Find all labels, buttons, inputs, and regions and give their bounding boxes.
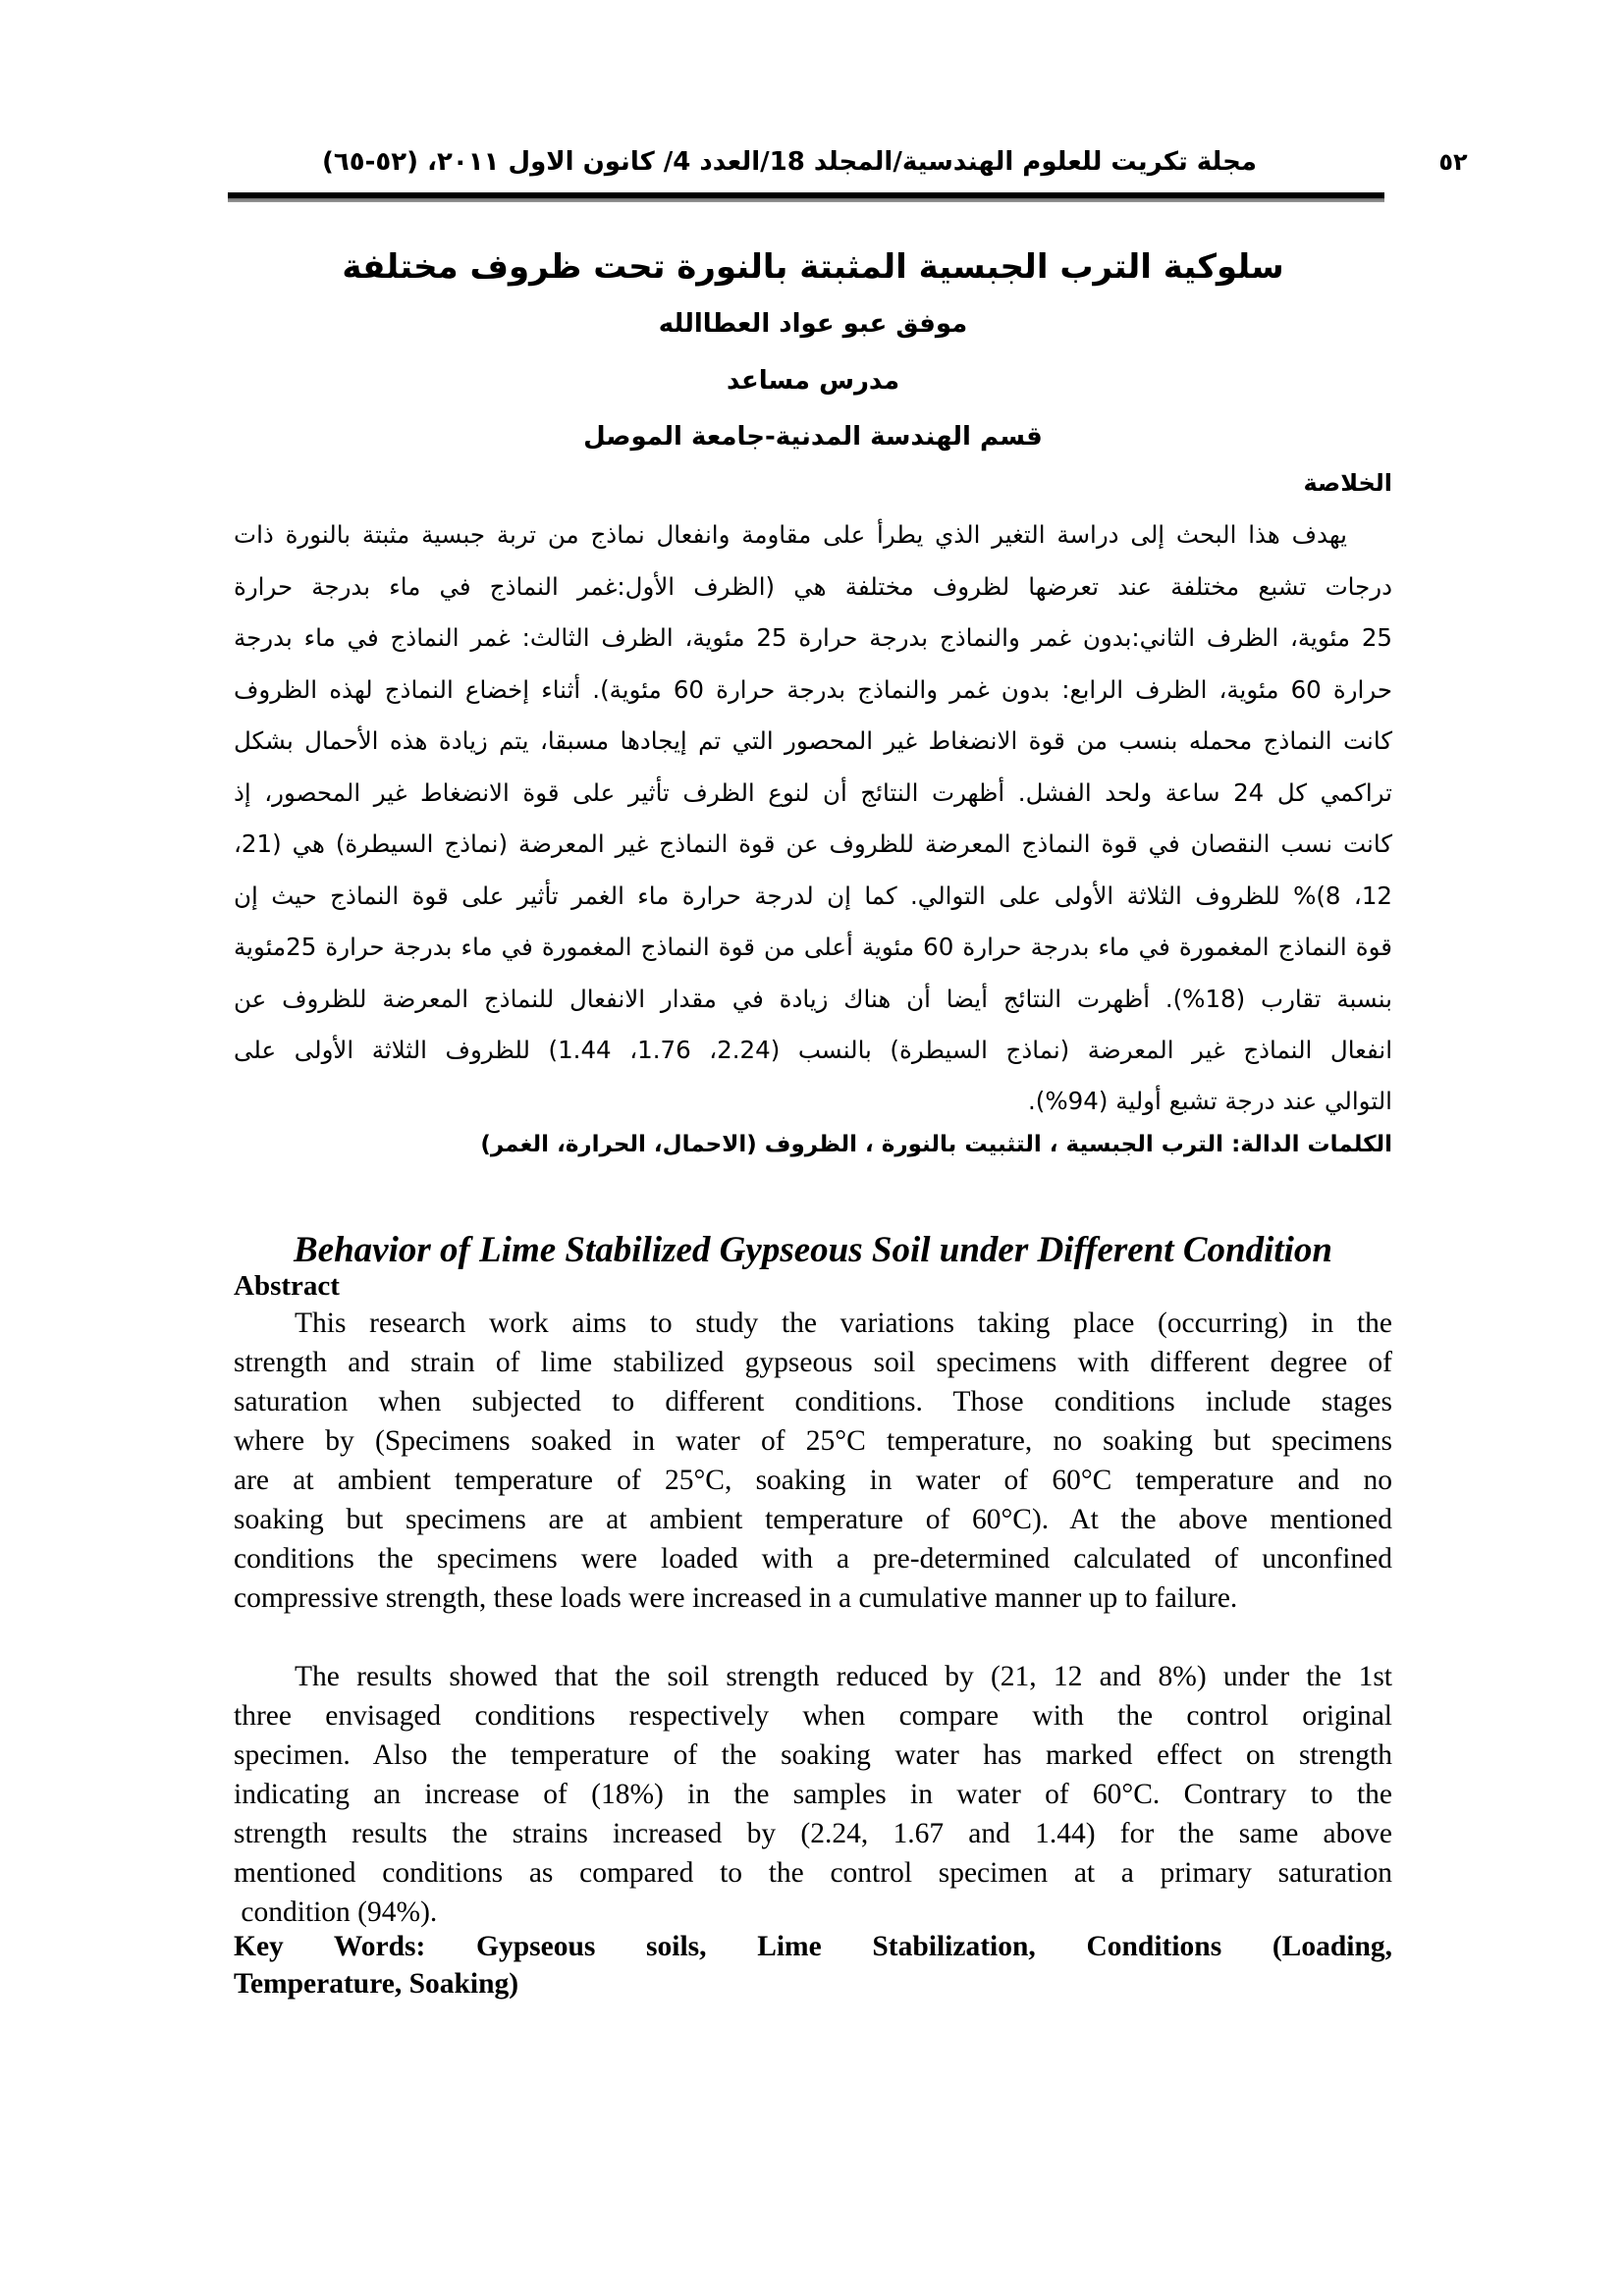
arabic-abstract-heading: الخلاصة: [1303, 469, 1392, 497]
english-abstract-line: where by (Specimens soaked in water of 25°C temperature, no soaking but specimens: [234, 1425, 1392, 1457]
english-abstract-line: saturation when subjected to different conditions. Those conditions include stages: [234, 1386, 1392, 1417]
arabic-abstract-line: بنسبة تقارب (18%). أظهرت النتائج أيضا أن هناك زيادة في مقدار الانفعال للنماذج المعرضة للظروف عن: [234, 985, 1392, 1013]
english-abstract-line: strength results the strains increased by (2.24, 1.67 and 1.44) for the same above: [234, 1818, 1392, 1849]
english-abstract-line: conditions the specimens were loaded with a pre-determined calculated of unconfined: [234, 1543, 1392, 1575]
arabic-abstract-line: 25 مئوية، الظرف الثاني:بدون غمر والنماذج بدرجة حرارة 25 مئوية، الظرف الثالث: غمر النماذج في ماء بدرجة: [234, 623, 1392, 652]
arabic-abstract-line: انفعال النماذج غير المعرضة (نماذج السيطرة) بالنسب (2.24، 1.76، 1.44) للظروف الثلاثة الأولى على: [234, 1036, 1393, 1064]
english-abstract-line: strength and strain of lime stabilized gypseous soil specimens with different degree of: [234, 1347, 1392, 1378]
arabic-abstract-line: قوة النماذج المغمورة في ماء بدرجة حرارة 60 مئوية أعلى من قوة النماذج المغمورة في ماء بدرجة حرارة 25مئوية: [234, 933, 1392, 961]
arabic-keywords: الكلمات الدالة: الترب الجبسية ، التثبيت بالنورة ، الظروف (الاحمال، الحرارة، الغمر): [480, 1132, 1392, 1157]
english-title: Behavior of Lime Stabilized Gypseous Soil under Different Condition: [293, 1230, 1332, 1270]
arabic-department: قسم الهندسة المدنية-جامعة الموصل: [583, 422, 1043, 452]
english-abstract-line: mentioned conditions as compared to the control specimen at a primary saturation: [234, 1857, 1392, 1889]
arabic-abstract-line: التوالي عند درجة تشبع أولية (94%).: [1028, 1087, 1392, 1115]
english-abstract-line: specimen. Also the temperature of the soaking water has marked effect on strength: [234, 1739, 1392, 1771]
arabic-author-position: مدرس مساعد: [726, 366, 900, 396]
arabic-abstract-line: يهدف هذا البحث إلى دراسة التغير الذي يطرأ على مقاومة وانفعال نماذج من تربة جبسية مثبتة بالنورة ذات: [234, 520, 1347, 549]
arabic-abstract-line: 12، 8)% للظروف الثلاثة الأولى على التوالي. كما إن لدرجة حرارة ماء الغمر تأثير على قوة النماذج حيث إن: [234, 881, 1393, 910]
english-abstract-heading: Abstract: [234, 1270, 340, 1302]
english-keywords-line: Key Words: Gypseous soils, Lime Stabilization, Conditions (Loading,: [234, 1931, 1392, 1962]
english-abstract-line: condition (94%).: [234, 1896, 438, 1928]
english-abstract-line: soaking but specimens are at ambient temperature of 60°C). At the above mentioned: [234, 1504, 1392, 1535]
english-abstract-line: are at ambient temperature of 25°C, soaking in water of 60°C temperature and no: [234, 1465, 1392, 1496]
arabic-title: سلوكية الترب الجبسية المثبتة بالنورة تحت ظروف مختلفة: [342, 247, 1284, 287]
english-keywords-line: Temperature, Soaking): [234, 1968, 519, 2000]
english-abstract-line: This research work aims to study the variations taking place (occurring) in the: [295, 1308, 1392, 1339]
arabic-abstract-line: درجات تشبع مختلفة عند تعرضها لظروف مختلفة هي (الظرف الأول:غمر النماذج في ماء بدرجة حرارة: [234, 572, 1392, 601]
arabic-abstract-line: تراكمي كل 24 ساعة ولحد الفشل. أظهرت النتائج أن لنوع الظرف تأثير على قوة الانضغاط غير المحصور، إذ: [234, 778, 1393, 807]
english-abstract-line: compressive strength, these loads were increased in a cumulative manner up to failure.: [234, 1582, 1238, 1614]
english-abstract-line: indicating an increase of (18%) in the samples in water of 60°C. Contrary to the: [234, 1779, 1392, 1810]
english-abstract-line: The results showed that the soil strength reduced by (21, 12 and 8%) under the 1st: [295, 1661, 1392, 1692]
arabic-abstract-line: كانت النماذج محمله بنسب من قوة الانضغاط غير المحصور التي تم إيجادها مسبقا، يتم زيادة هذه الأحمال بشكل: [234, 726, 1392, 755]
page-number: ٥٢: [1438, 148, 1468, 176]
arabic-author: موفق عبو عواد العطاالله: [658, 309, 968, 339]
arabic-abstract-line: كانت نسب النقصان في قوة النماذج المعرضة للظروف عن قوة النماذج غير المعرضة (نماذج السيطرة) هي (21،: [234, 829, 1392, 858]
english-abstract-line: three envisaged conditions respectively when compare with the control original: [234, 1700, 1392, 1732]
arabic-abstract-line: حرارة 60 مئوية، الظرف الرابع: بدون غمر والنماذج بدرجة حرارة 60 مئوية). أثناء إخضاع النماذج لهذه الظروف: [234, 675, 1392, 704]
running-header: مجلة تكريت للعلوم الهندسية/المجلد 18/العدد 4/ كانون الاول ٢٠١١، (٥٢-٦٥): [321, 147, 1257, 177]
header-rule: [228, 192, 1384, 202]
